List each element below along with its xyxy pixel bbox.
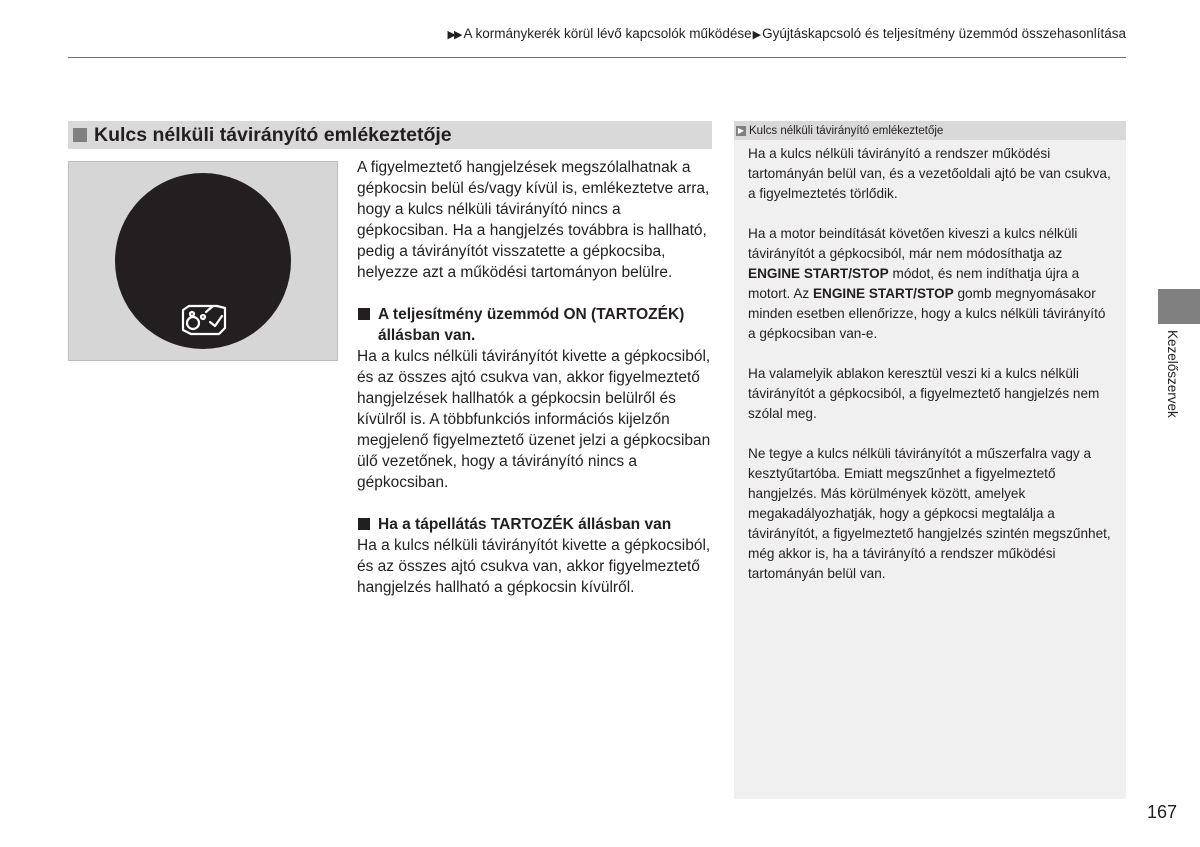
page-number: 167 — [1147, 802, 1178, 822]
figure-key-fob-warning — [68, 161, 338, 361]
on-mode-paragraph: Ha a kulcs nélküli távirányítót kivette a gépkocsiból, és az összes ajtó csukva van, akkor figyelmeztető hangjelzések hallhatók a gépkocsin belülről és kívülről is. A többfunkciós információs kijelzőn megjelenő figyelmeztető üzenet jelzi a gépkocsiban ülő vezetőnek, hogy a távirányító nincs a gépkocsiban. — [357, 348, 711, 491]
breadcrumb-part-2: Gyújtáskapcsoló és teljesítmény üzemmód összehasonlítása — [762, 26, 1126, 41]
section-square-icon — [73, 128, 87, 142]
subheading-on-mode-text: A teljesítmény üzemmód ON (TARTOZÉK) állásban van. — [378, 306, 685, 344]
sidebar-paragraph-2 — [748, 224, 1116, 344]
sidebar-header — [734, 121, 1126, 140]
sidebar-notes — [734, 121, 1126, 799]
sidebar-p2-text-c: módot, és nem indíthatja újra a motort. Az — [748, 266, 1080, 301]
bullet-square-icon — [358, 518, 370, 530]
sidebar-paragraph-3: Ha valamelyik ablakon keresztül veszi ki a kulcs nélküli távirányítót a gépkocsiból, a figyelmeztető hangjelzés nem szólal meg. — [748, 366, 1100, 421]
engine-start-stop-label: ENGINE START/STOP — [812, 286, 954, 301]
section-title: Kulcs nélküli távirányító emlékeztetője — [94, 123, 452, 146]
double-triangle-icon: ▶▶ — [447, 29, 461, 41]
breadcrumb-part-1: A kormánykerék körül lévő kapcsolók működése — [463, 26, 752, 41]
sidebar-p2-text-a: Ha a motor beindítását követően kiveszi a kulcs nélküli távirányítót a gépkocsiból, már nem módosíthatja az — [748, 226, 1078, 261]
chapter-tab — [1158, 289, 1200, 324]
bullet-square-icon — [358, 308, 370, 320]
chapter-label: Kezelőszervek — [1165, 330, 1180, 418]
subheading-accessory-mode-text: Ha a tápellátás TARTOZÉK állásban van — [378, 516, 672, 533]
sidebar-paragraph-1: Ha a kulcs nélküli távirányító a rendszer működési tartományán belül van, és a vezetőoldali ajtó be van csukva, a figyelmeztetés törlődik. — [748, 146, 1111, 201]
sidebar-body — [734, 140, 1126, 584]
breadcrumb — [448, 26, 1126, 41]
sidebar-paragraph-4: Ne tegye a kulcs nélküli távirányítót a műszerfalra vagy a kesztyűtartóba. Emiatt megszűnhet a figyelmeztető hangjelzés. Más körülmények között, amelyek megakadályozhatják, hogy a gépkocsi megtalálja a távirányítót, a figyelmeztető hangjelzés szintén megszűnhet, még akkor is, ha a távirányító a rendszer működési tartományán belül van. — [748, 446, 1111, 581]
subheading-accessory-mode — [357, 514, 713, 535]
note-arrow-icon: ▶ — [737, 125, 745, 135]
main-column — [357, 157, 713, 598]
triangle-icon: ▶ — [752, 29, 762, 41]
header-rule — [68, 57, 1126, 58]
section-header — [68, 121, 712, 149]
engine-start-stop-label: ENGINE START/STOP — [748, 266, 889, 281]
sidebar-title: Kulcs nélküli távirányító emlékeztetője — [749, 124, 944, 137]
subheading-on-mode — [357, 304, 713, 346]
sidebar-p2-text-e: gomb megnyomásakor minden esetben ellenőrizze, hogy a kulcs nélküli távirányító a gépkocsiban van-e. — [748, 286, 1106, 341]
accessory-mode-paragraph: Ha a kulcs nélküli távirányítót kivette a gépkocsiból, és az összes ajtó csukva van, akkor figyelmeztető hangjelzés hallható a gépkocsin kívülről. — [357, 537, 711, 596]
intro-paragraph: A figyelmeztető hangjelzések megszólalhatnak a gépkocsin belül és/vagy kívül is, emlékeztetve arra, hogy a kulcs nélküli távirányító nincs a gépkocsiban. Ha a hangjelzés továbbra is hallható, pedig a távirányítót visszatette a gépkocsiba, helyezze azt a működési tartományon belülre. — [357, 159, 710, 281]
key-fob-warning-icon — [69, 162, 337, 360]
